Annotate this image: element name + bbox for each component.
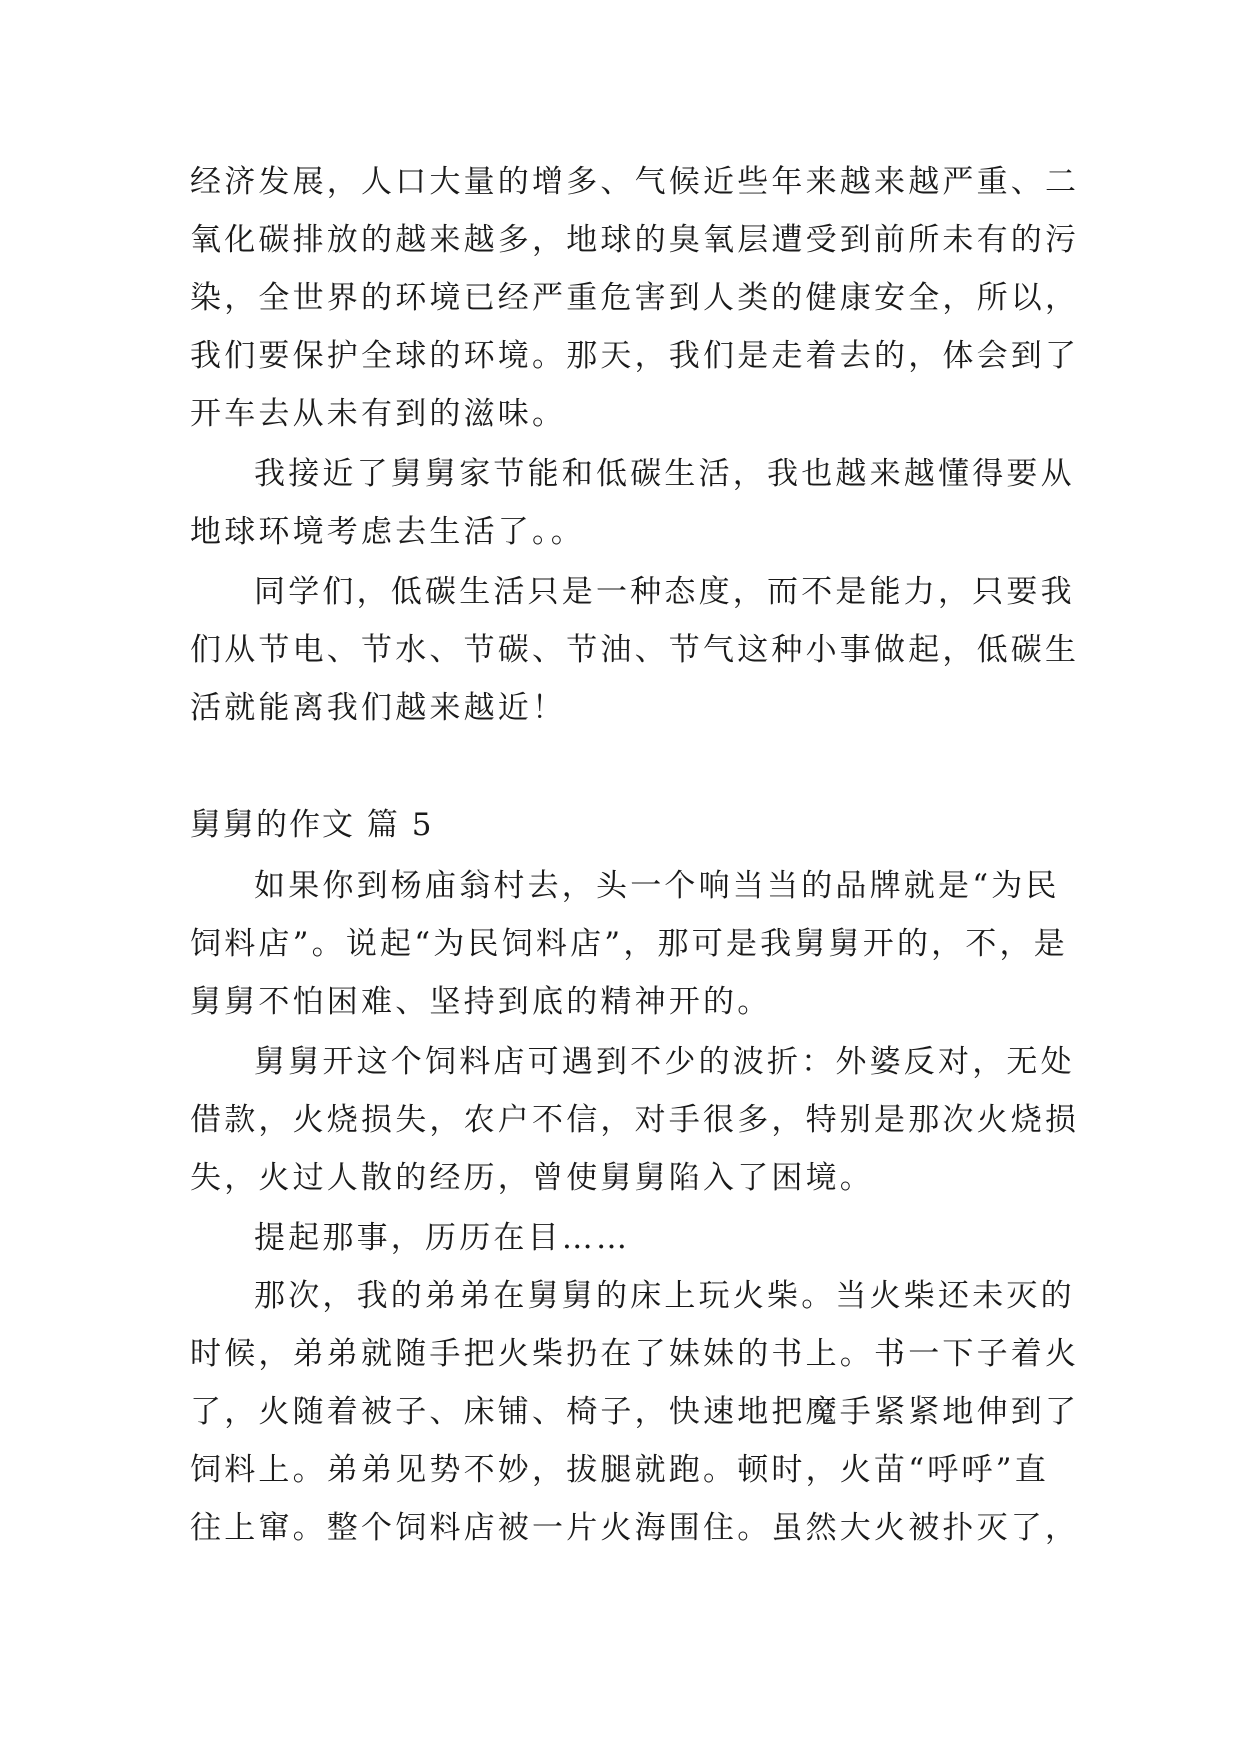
section-heading: 舅舅的作文 篇 5 — [190, 807, 434, 843]
text-line: 往上窜。整个饲料店被一片火海围住。虽然大火被扑灭了， — [190, 1510, 1080, 1546]
text-line: 借款，火烧损失，农户不信，对手很多，特别是那次火烧损 — [190, 1102, 1080, 1138]
text-line: 舅舅开这个饲料店可遇到不少的波折：外婆反对，无处 — [254, 1044, 1075, 1080]
text-line: 如果你到杨庙翁村去，头一个响当当的品牌就是“为民 — [254, 868, 1060, 904]
text-line: 那次，我的弟弟在舅舅的床上玩火柴。当火柴还未灭的 — [254, 1278, 1075, 1314]
text-line: 我们要保护全球的环境。那天，我们是走着去的，体会到了 — [190, 338, 1080, 374]
text-line: 提起那事，历历在目…… — [254, 1220, 631, 1256]
text-line: 时候，弟弟就随手把火柴扔在了妹妹的书上。书一下子着火 — [190, 1336, 1080, 1372]
text-line: 了，火随着被子、床铺、椅子，快速地把魔手紧紧地伸到了 — [190, 1394, 1080, 1430]
text-line: 经济发展，人口大量的增多、气候近些年来越来越严重、二 — [190, 164, 1080, 200]
text-line: 饲料上。弟弟见势不妙，拔腿就跑。顿时，火苗“呼呼”直 — [190, 1452, 1049, 1488]
text-line: 我接近了舅舅家节能和低碳生活，我也越来越懂得要从 — [254, 456, 1075, 492]
text-line: 饲料店”。说起“为民饲料店”，那可是我舅舅开的，不，是 — [190, 926, 1068, 962]
text-line: 开车去从未有到的滋味。 — [190, 396, 567, 432]
text-line: 舅舅不怕困难、坚持到底的精神开的。 — [190, 984, 772, 1020]
text-line: 染，全世界的环境已经严重危害到人类的健康安全，所以， — [190, 280, 1080, 316]
text-line: 氧化碳排放的越来越多，地球的臭氧层遭受到前所未有的污 — [190, 222, 1080, 258]
text-line: 们从节电、节水、节碳、节油、节气这种小事做起，低碳生 — [190, 632, 1080, 668]
text-line: 活就能离我们越来越近！ — [190, 690, 567, 726]
text-line: 同学们，低碳生活只是一种态度，而不是能力，只要我 — [254, 574, 1075, 610]
text-line: 地球环境考虑去生活了。。 — [190, 514, 585, 550]
text-line: 失，火过人散的经历，曾使舅舅陷入了困境。 — [190, 1160, 874, 1196]
